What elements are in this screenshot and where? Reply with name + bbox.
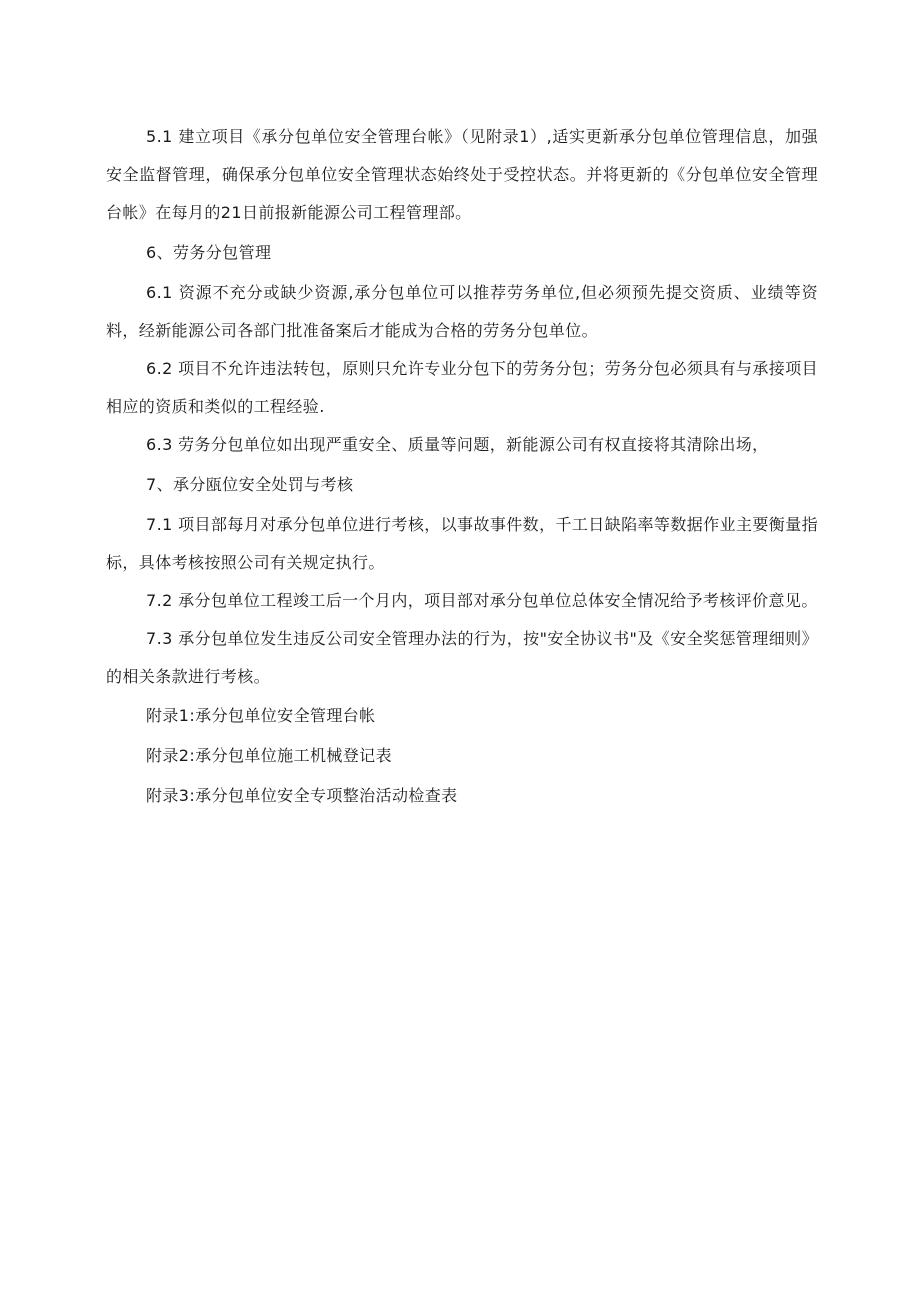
paragraph-7-3: 7.3 承分包单位发生违反公司安全管理办法的行为，按"安全协议书"及《安全奖惩管理细则》的相关条款进行考核。	[106, 629, 818, 686]
section-heading-6: 6、劳务分包管理	[146, 243, 272, 262]
paragraph-6-1: 6.1 资源不充分或缺少资源,承分包单位可以推荐劳务单位,但必须预先提交资质、业绩等资料，经新能源公司各部门批准备案后才能成为合格的劳务分包单位。	[106, 283, 818, 340]
appendix-2: 附录2:承分包单位施工机械登记表	[146, 746, 392, 765]
appendix-3: 附录3:承分包单位安全专项整治活动检查表	[146, 786, 458, 805]
paragraph-5-1: 5.1 建立项目《承分包单位安全管理台帐》（见附录1）,适实更新承分包单位管理信息，加强安全监督管理，确保承分包单位安全管理状态始终处于受控状态。并将更新的《分包单位安全管理台帐》在每月的21日前报新能源公司工程管理部。	[106, 127, 818, 222]
section-heading-7: 7、承分瓯位安全处罚与考核	[146, 475, 354, 494]
paragraph-7-2: 7.2 承分包单位工程竣工后一个月内，项目部对承分包单位总体安全情况给予考核评价意见。	[146, 591, 818, 610]
paragraph-6-2: 6.2 项目不允许违法转包，原则只允许专业分包下的劳务分包；劳务分包必须具有与承接项目相应的资质和类似的工程经验.	[106, 359, 818, 416]
appendix-1: 附录1:承分包单位安全管理台帐	[146, 706, 376, 725]
paragraph-7-1: 7.1 项目部每月对承分包单位进行考核，以事故事件数，千工日缺陷率等数据作业主要衡量指标，具体考核按照公司有关规定执行。	[106, 515, 818, 572]
paragraph-6-3: 6.3 劳务分包单位如出现严重安全、质量等问题，新能源公司有权直接将其清除出场，	[146, 435, 769, 454]
document-page	[106, 118, 818, 816]
